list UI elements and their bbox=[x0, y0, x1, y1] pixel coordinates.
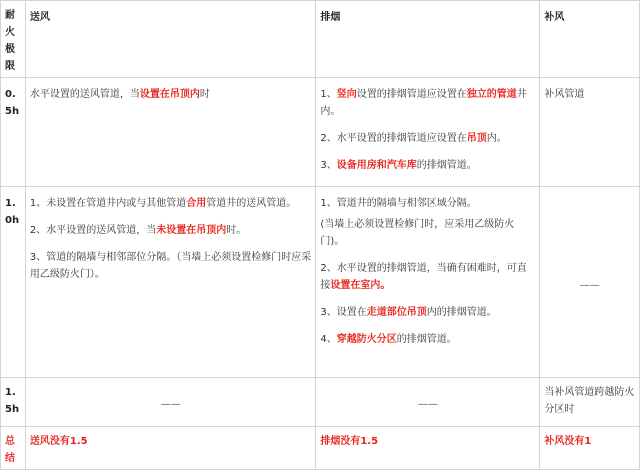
exhaust-item: 2、水平设置的排烟管道，当确有困难时，可直接设置在室内。 bbox=[320, 263, 527, 291]
header-makeup-air: 补风 bbox=[540, 1, 640, 78]
exhaust-item: 1、管道井的隔墙与相邻区域分隔。 bbox=[320, 198, 477, 209]
supply-item: 1、未设置在管道井内或与其他管道合用管道井的送风管道。 bbox=[29, 198, 297, 209]
table-row-1-0h bbox=[1, 187, 640, 378]
header-fire-rating: 耐火极限 bbox=[1, 1, 26, 78]
exhaust-cell bbox=[316, 187, 540, 378]
exhaust-item: 3、设置在走道部位吊顶内的排烟管道。 bbox=[320, 307, 497, 318]
table-row-1-5h bbox=[1, 378, 640, 427]
supply-item: 3、管道的隔墙与相邻部位分隔。（当墙上必须设置检修门时应采用乙级防火门）。 bbox=[29, 252, 312, 280]
table-row-0-5h bbox=[1, 78, 640, 187]
exhaust-cell: —— bbox=[316, 378, 540, 427]
makeup-cell: 补风管道 bbox=[540, 78, 640, 187]
exhaust-item: 2、水平设置的排烟管道应设置在吊顶内。 bbox=[320, 133, 507, 144]
header-row bbox=[1, 1, 640, 78]
summary-exhaust: 排烟没有1.5 bbox=[316, 427, 540, 470]
supply-cell: —— bbox=[25, 378, 315, 427]
makeup-cell: —— bbox=[540, 187, 640, 378]
exhaust-item: 4、穿越防火分区的排烟管道。 bbox=[320, 334, 457, 345]
header-smoke-exhaust: 排烟 bbox=[316, 1, 540, 78]
makeup-cell: 当补风管道跨越防火分区时 bbox=[540, 378, 640, 427]
supply-item: 2、水平设置的送风管道，当未设置在吊顶内时。 bbox=[29, 225, 247, 236]
summary-supply: 送风没有1.5 bbox=[25, 427, 315, 470]
summary-row bbox=[1, 427, 640, 470]
exhaust-item: 1、竖向设置的排烟管道应设置在独立的管道井内。 bbox=[320, 89, 527, 117]
exhaust-cell bbox=[316, 78, 540, 187]
supply-item: 水平设置的送风管道，当设置在吊顶内时 bbox=[29, 89, 210, 100]
summary-makeup: 补风没有1 bbox=[540, 427, 640, 470]
rating-label: 1.0h bbox=[1, 187, 26, 378]
supply-cell bbox=[25, 78, 315, 187]
exhaust-note: (当墙上必须设置检修门时，应采用乙级防火门)。 bbox=[320, 219, 515, 247]
rating-label: 0.5h bbox=[1, 78, 26, 187]
header-supply-air: 送风 bbox=[25, 1, 315, 78]
rating-label: 1.5h bbox=[1, 378, 26, 427]
summary-label: 总结 bbox=[1, 427, 26, 470]
exhaust-item: 3、设备用房和汽车库的排烟管道。 bbox=[320, 160, 477, 171]
supply-cell bbox=[25, 187, 315, 378]
